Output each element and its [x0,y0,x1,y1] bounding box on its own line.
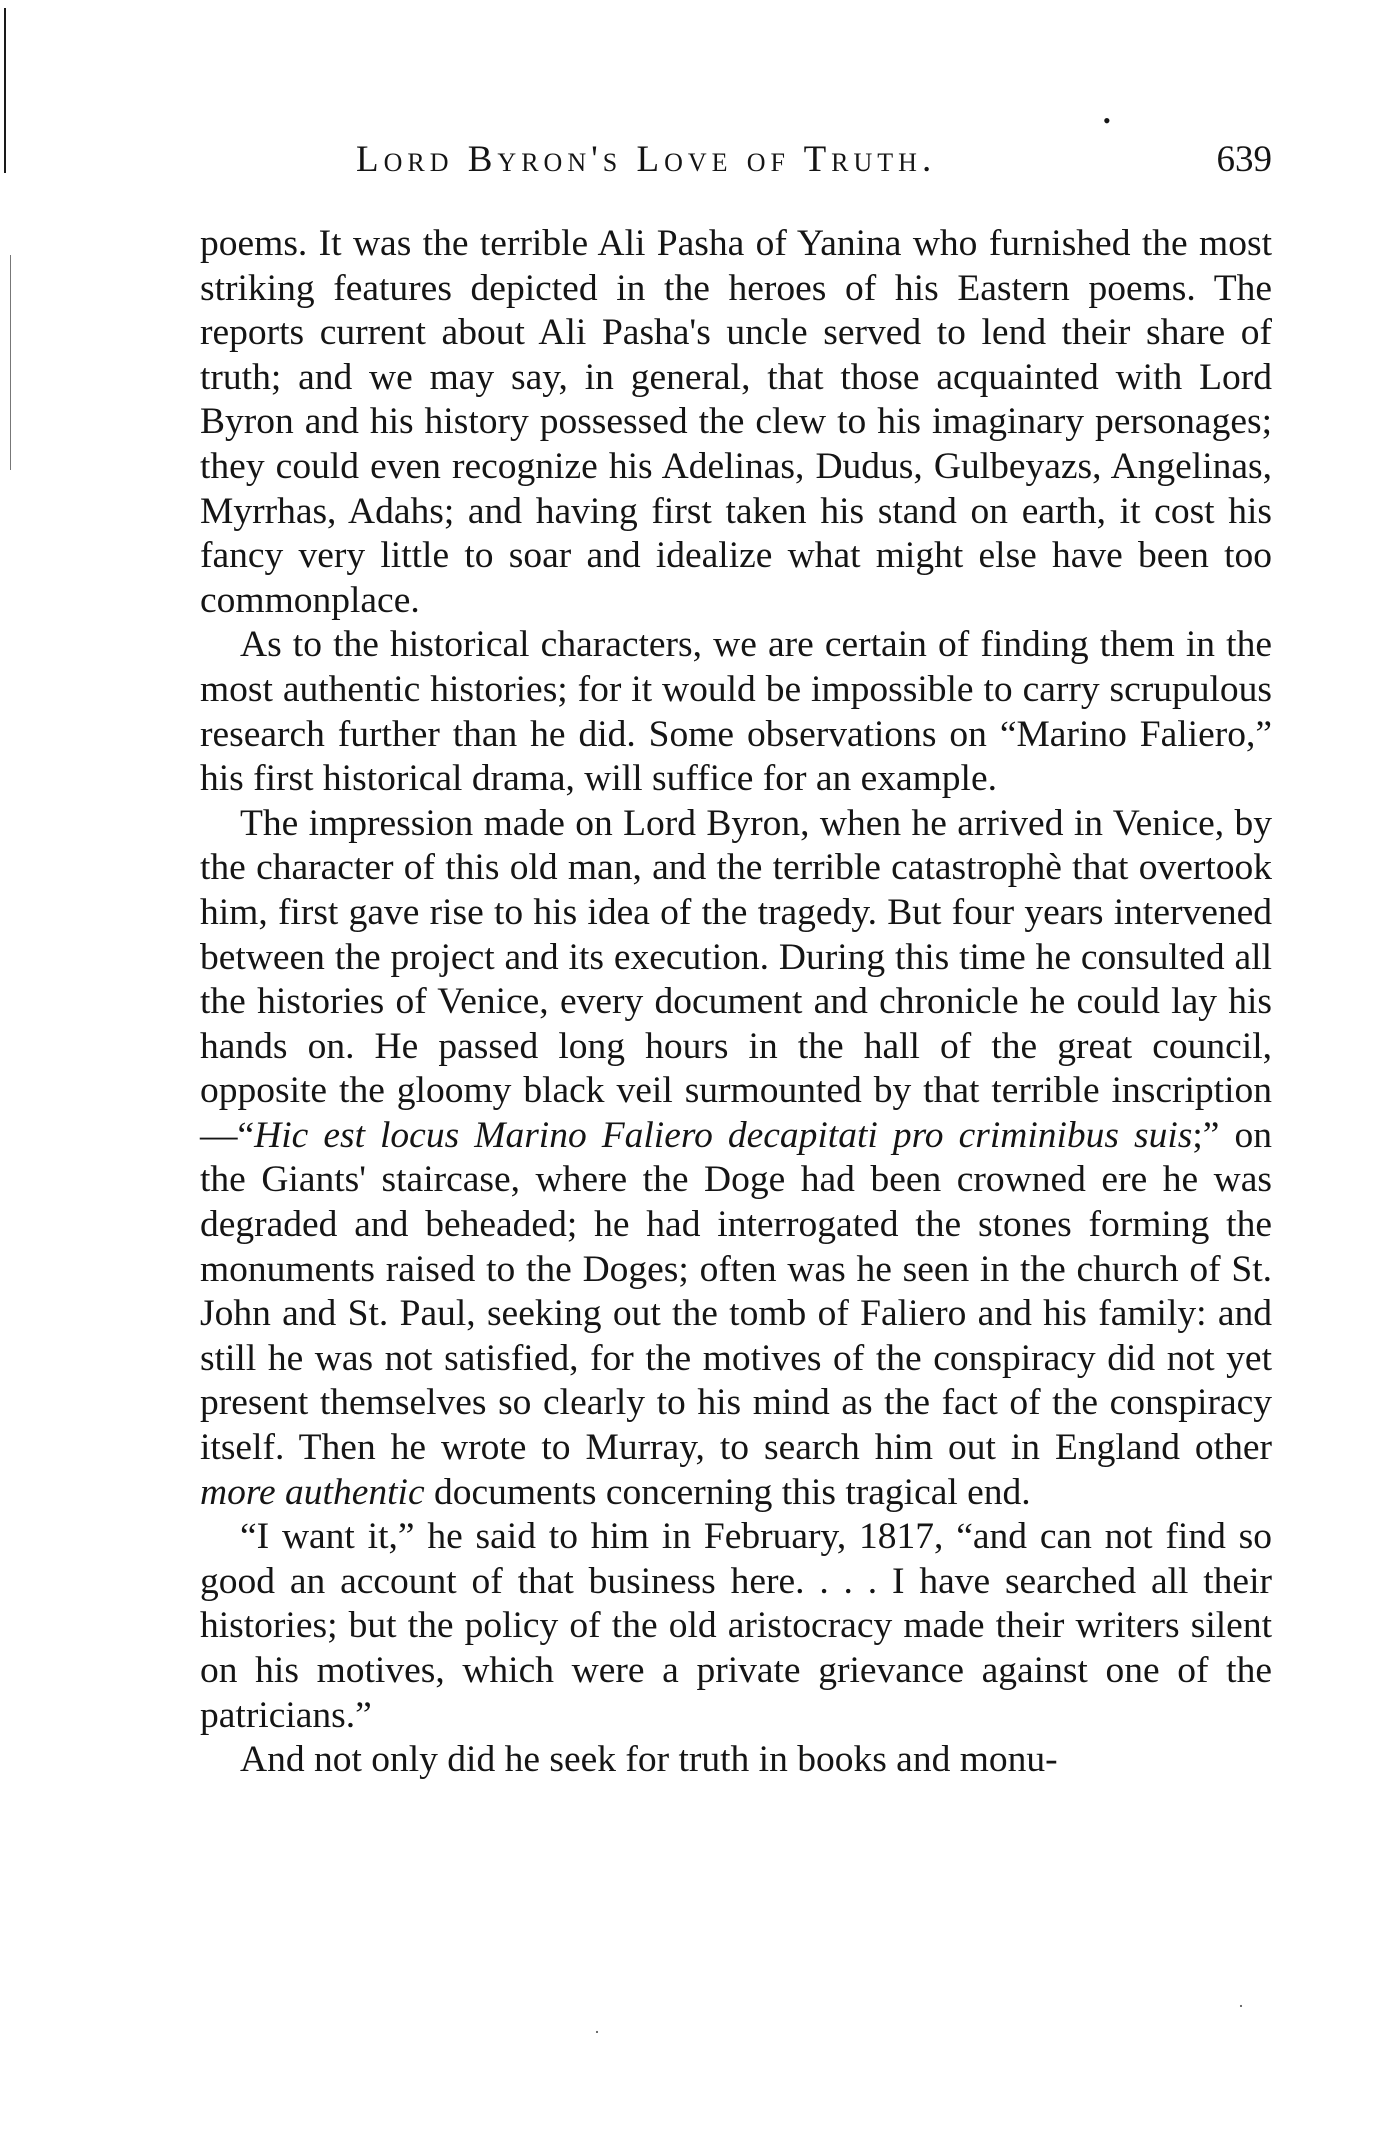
text-run: The impression made on Lord Byron, when he arrived in Venice, by the character of this old man, and the terrible catastrophè that overtook him, first gave rise to his idea of the tragedy. But four years intervened between the project and its execution. During this time he consulted all the histories of Venice, every document and chronicle he could lay his hands on. He passed long hours in the hall of the great council, opposite the gloomy black veil surmounted by that terrible inscription—“ [200,802,1272,1156]
text-run: ;” on the Giants' staircase, where the Doge had been crowned ere he was degraded and beheaded; he had interrogated the stones forming the monuments raised to the Doges; often was he seen in the church of St. John and St. Paul, seeking out the tomb of Faliero and his family: and still he was not satisfied, for the motives of the conspiracy did not yet present themselves so clearly to his mind as the fact of the conspiracy itself. Then he wrote to Murray, to search him out in England other [200,1114,1272,1469]
paragraph [200,802,1272,1516]
paragraph [200,1515,1272,1738]
text-run: As to the historical characters, we are certain of finding them in the most authentic histories; for it would be impossible to carry scrupulous research further than he did. Some observations on “Marino Faliero,” his first historical drama, will suffice for an example. [200,624,1272,800]
text-run: documents concerning this tragical end. [424,1471,1031,1513]
italic-text: Hic est locus Marino Faliero decapitati pro criminibus suis [254,1114,1193,1156]
italic-text: more authentic [200,1471,425,1513]
stray-mark: · [1238,1996,1244,2016]
paragraph [200,222,1272,623]
header-ornament: • [1103,108,1111,133]
paragraph [200,623,1272,801]
paragraph [200,1738,1272,1783]
running-title: Lord Byron's Love of Truth. [356,139,937,180]
text-run: And not only did he seek for truth in books and monu- [240,1739,1058,1781]
scan-edge-line-top [4,8,6,173]
page-header [200,108,1272,188]
scan-edge-line-middle [10,255,11,470]
page-number: 639 [1216,139,1272,180]
text-run: poems. It was the terrible Ali Pasha of Yanina who furnished the most striking features depicted in the heroes of his Eastern poems. The reports current about Ali Pasha's uncle served to lend their share of truth; and we may say, in general, that those acquainted with Lord Byron and his history possessed the clew to his imaginary personages; they could even recognize his Adelinas, Dudus, Gulbeyazs, Angelinas, Myrrhas, Adahs; and having first taken his stand on earth, it cost his fancy very little to soar and idealize what might else have been too commonplace. [200,223,1272,621]
text-run: “I want it,” he said to him in February, 1817, “and can not find so good an account of that business here. . . . I have searched all their histories; but the policy of the old aristocracy made their writers silent on his motives, which were a private grievance against one of the patricians.” [200,1516,1272,1736]
stray-mark: · [594,2022,600,2042]
body-text [200,222,1272,1783]
